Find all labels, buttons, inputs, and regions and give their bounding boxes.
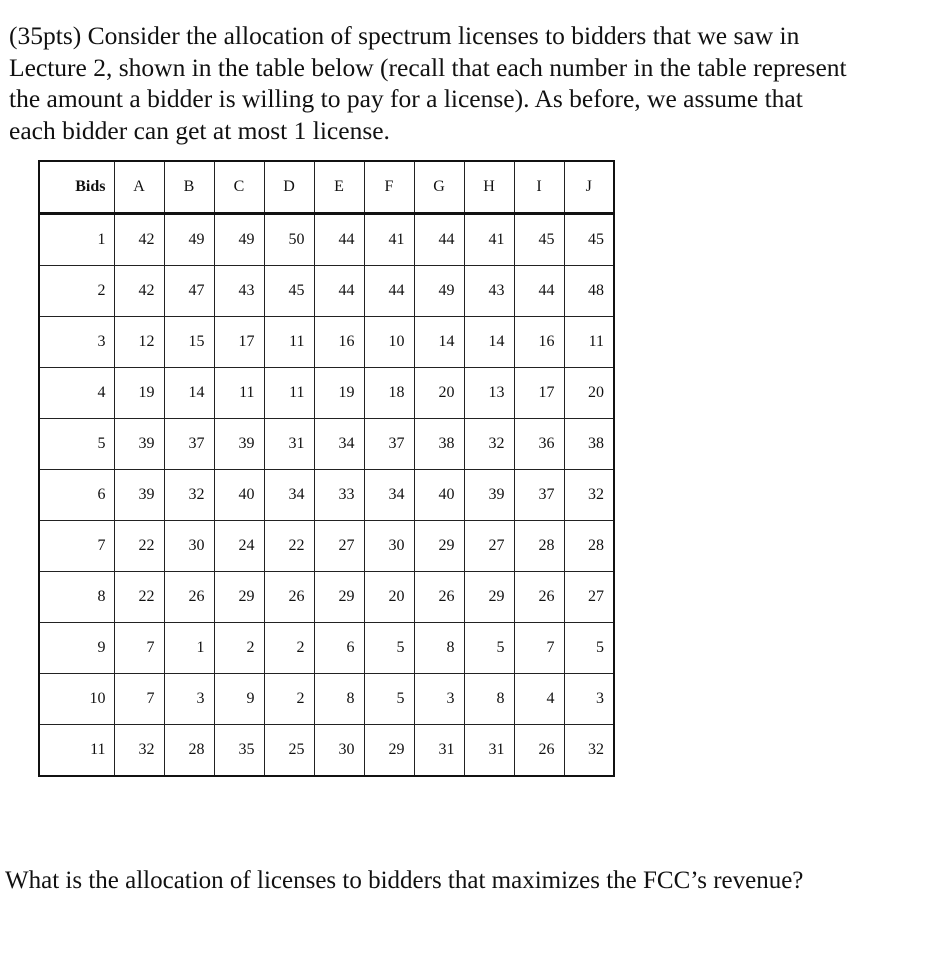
bid-cell: 37 [164, 419, 214, 470]
bid-cell: 29 [414, 521, 464, 572]
problem-line-2: Lecture 2, shown in the table below (recall that each number in the table represent [9, 52, 847, 82]
bid-cell: 42 [114, 214, 164, 266]
bidder-label: 9 [39, 623, 114, 674]
problem-line-4: each bidder can get at most 1 license. [9, 115, 390, 145]
bid-cell: 24 [214, 521, 264, 572]
bid-cell: 5 [564, 623, 614, 674]
bid-cell: 20 [364, 572, 414, 623]
bid-cell: 26 [514, 572, 564, 623]
bid-cell: 28 [564, 521, 614, 572]
bid-cell: 28 [514, 521, 564, 572]
table-row [39, 623, 614, 674]
bid-cell: 22 [114, 521, 164, 572]
bid-cell: 40 [414, 470, 464, 521]
bidder-label: 3 [39, 317, 114, 368]
bid-cell: 14 [164, 368, 214, 419]
bid-cell: 30 [364, 521, 414, 572]
bid-cell: 17 [214, 317, 264, 368]
bid-cell: 14 [414, 317, 464, 368]
bid-cell: 34 [364, 470, 414, 521]
bid-cell: 8 [314, 674, 364, 725]
bid-cell: 29 [464, 572, 514, 623]
bidder-label: 10 [39, 674, 114, 725]
column-header-c: C [214, 161, 264, 214]
column-header-g: G [414, 161, 464, 214]
table-row [39, 317, 614, 368]
bid-cell: 44 [314, 214, 364, 266]
bid-cell: 11 [264, 368, 314, 419]
problem-line-1: (35pts) Consider the allocation of spectrum licenses to bidders that we saw in [9, 21, 800, 50]
bid-cell: 12 [114, 317, 164, 368]
table-row [39, 419, 614, 470]
bidder-label: 5 [39, 419, 114, 470]
bid-cell: 3 [564, 674, 614, 725]
bidder-label: 8 [39, 572, 114, 623]
bid-cell: 11 [564, 317, 614, 368]
bid-cell: 8 [414, 623, 464, 674]
question-text: What is the allocation of licenses to bidders that maximizes the FCC’s revenue? [5, 867, 804, 894]
table-row [39, 674, 614, 725]
bid-cell: 29 [214, 572, 264, 623]
bidder-label: 2 [39, 266, 114, 317]
table-row [39, 521, 614, 572]
bid-cell: 31 [464, 725, 514, 777]
bid-cell: 45 [264, 266, 314, 317]
bid-cell: 16 [314, 317, 364, 368]
column-header-d: D [264, 161, 314, 214]
bid-cell: 22 [264, 521, 314, 572]
bid-cell: 19 [114, 368, 164, 419]
bid-cell: 28 [164, 725, 214, 777]
bid-cell: 20 [564, 368, 614, 419]
bid-cell: 49 [214, 214, 264, 266]
table-row [39, 725, 614, 777]
bid-cell: 50 [264, 214, 314, 266]
bid-cell: 33 [314, 470, 364, 521]
bid-cell: 22 [114, 572, 164, 623]
bid-cell: 41 [464, 214, 514, 266]
bidder-label: 4 [39, 368, 114, 419]
bid-cell: 26 [514, 725, 564, 777]
column-header-h: H [464, 161, 514, 214]
bid-cell: 39 [214, 419, 264, 470]
bid-cell: 37 [364, 419, 414, 470]
bid-cell: 44 [514, 266, 564, 317]
column-header-e: E [314, 161, 364, 214]
bid-cell: 26 [164, 572, 214, 623]
bid-cell: 49 [414, 266, 464, 317]
bid-cell: 26 [414, 572, 464, 623]
table-row [39, 214, 614, 266]
bid-cell: 44 [414, 214, 464, 266]
bid-cell: 43 [214, 266, 264, 317]
bids-table [38, 160, 615, 777]
column-header-j: J [564, 161, 614, 214]
bid-cell: 2 [264, 674, 314, 725]
bid-cell: 38 [564, 419, 614, 470]
column-header-b: B [164, 161, 214, 214]
bid-cell: 37 [514, 470, 564, 521]
column-header-a: A [114, 161, 164, 214]
bid-cell: 32 [564, 725, 614, 777]
column-header-i: I [514, 161, 564, 214]
table-row [39, 572, 614, 623]
bid-cell: 32 [564, 470, 614, 521]
bid-cell: 39 [464, 470, 514, 521]
bid-cell: 49 [164, 214, 214, 266]
bid-cell: 45 [564, 214, 614, 266]
bid-cell: 11 [214, 368, 264, 419]
bid-cell: 30 [314, 725, 364, 777]
bidder-label: 6 [39, 470, 114, 521]
bid-cell: 19 [314, 368, 364, 419]
bid-cell: 39 [114, 419, 164, 470]
table-row [39, 470, 614, 521]
bid-cell: 31 [414, 725, 464, 777]
bid-cell: 35 [214, 725, 264, 777]
bid-cell: 8 [464, 674, 514, 725]
bid-cell: 10 [364, 317, 414, 368]
bid-cell: 3 [414, 674, 464, 725]
bid-cell: 20 [414, 368, 464, 419]
bid-cell: 38 [414, 419, 464, 470]
bids-header-row [39, 161, 614, 214]
bid-cell: 47 [164, 266, 214, 317]
bid-cell: 32 [164, 470, 214, 521]
bid-cell: 43 [464, 266, 514, 317]
bid-cell: 44 [364, 266, 414, 317]
bid-cell: 1 [164, 623, 214, 674]
problem-statement [9, 20, 929, 146]
bid-cell: 7 [514, 623, 564, 674]
bid-cell: 34 [314, 419, 364, 470]
bid-cell: 26 [264, 572, 314, 623]
bid-cell: 34 [264, 470, 314, 521]
bid-cell: 18 [364, 368, 414, 419]
bid-cell: 7 [114, 623, 164, 674]
bid-cell: 45 [514, 214, 564, 266]
bid-cell: 29 [314, 572, 364, 623]
bids-table-body [39, 214, 614, 777]
bid-cell: 5 [364, 623, 414, 674]
table-row [39, 368, 614, 419]
bid-cell: 29 [364, 725, 414, 777]
bid-cell: 39 [114, 470, 164, 521]
bid-cell: 16 [514, 317, 564, 368]
bid-cell: 31 [264, 419, 314, 470]
column-header-f: F [364, 161, 414, 214]
bid-cell: 5 [364, 674, 414, 725]
table-row [39, 266, 614, 317]
bids-corner-label: Bids [39, 161, 114, 214]
bid-cell: 48 [564, 266, 614, 317]
bid-cell: 42 [114, 266, 164, 317]
bidder-label: 7 [39, 521, 114, 572]
bid-cell: 27 [464, 521, 514, 572]
bid-cell: 32 [114, 725, 164, 777]
bid-cell: 6 [314, 623, 364, 674]
bidder-label: 11 [39, 725, 114, 777]
bid-cell: 15 [164, 317, 214, 368]
bid-cell: 14 [464, 317, 514, 368]
bid-cell: 3 [164, 674, 214, 725]
bid-cell: 11 [264, 317, 314, 368]
bid-cell: 5 [464, 623, 514, 674]
bid-cell: 36 [514, 419, 564, 470]
bid-cell: 44 [314, 266, 364, 317]
bid-cell: 13 [464, 368, 514, 419]
bid-cell: 27 [314, 521, 364, 572]
bid-cell: 25 [264, 725, 314, 777]
bid-cell: 2 [264, 623, 314, 674]
bid-cell: 7 [114, 674, 164, 725]
bid-cell: 32 [464, 419, 514, 470]
bidder-label: 1 [39, 214, 114, 266]
bid-cell: 2 [214, 623, 264, 674]
bid-cell: 40 [214, 470, 264, 521]
bid-cell: 9 [214, 674, 264, 725]
bid-cell: 41 [364, 214, 414, 266]
bid-cell: 27 [564, 572, 614, 623]
bid-cell: 4 [514, 674, 564, 725]
problem-line-3: the amount a bidder is willing to pay for a license). As before, we assume that [9, 84, 803, 113]
bid-cell: 30 [164, 521, 214, 572]
bid-cell: 17 [514, 368, 564, 419]
